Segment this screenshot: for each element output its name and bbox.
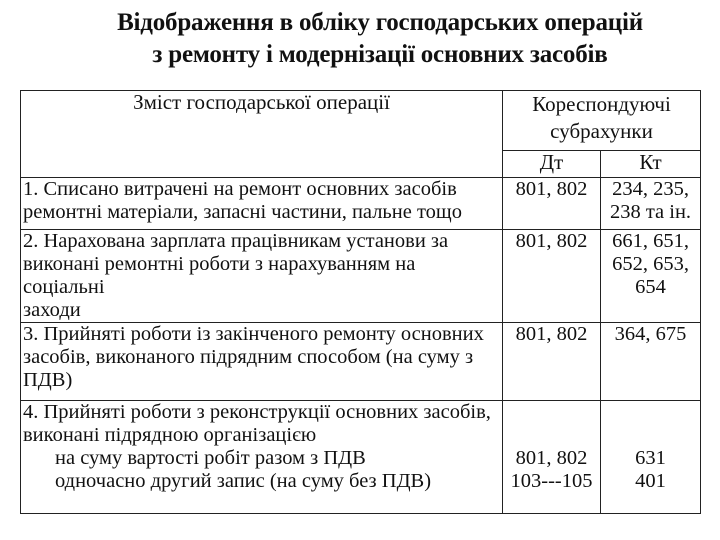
header-content: Зміст господарської операції <box>21 91 503 178</box>
description-line: засобів, виконаного підрядним способом (на суму з <box>23 346 474 368</box>
header-kt: Кт <box>601 151 701 178</box>
kt-value: 631 <box>635 447 666 469</box>
kt-value: 364, 675 <box>614 323 687 345</box>
row-description <box>21 401 503 514</box>
title-line-1: Відображення в обліку господарських операцій <box>117 9 643 36</box>
description-line: заходи <box>23 299 81 321</box>
description-line: 2. Нарахована зарплата працівникам установи за <box>23 230 449 252</box>
description-line: ремонтні матеріали, запасні частини, пальне тощо <box>23 201 462 223</box>
row-dt <box>503 230 601 323</box>
description-line: виконані підрядною організацією <box>23 424 317 446</box>
row-dt <box>503 323 601 401</box>
operations-table <box>20 90 701 514</box>
row-dt <box>503 178 601 230</box>
dt-value: 801, 802 <box>515 230 588 252</box>
header-corresponding-line-2: субрахунки <box>550 119 653 143</box>
dt-value: 801, 802 <box>515 178 588 200</box>
row-kt <box>601 323 701 401</box>
header-dt: Дт <box>503 151 601 178</box>
row-kt <box>601 401 701 514</box>
row-dt <box>503 401 601 514</box>
description-line: виконані ремонтні роботи з нарахуванням на соціальні <box>23 253 416 298</box>
description-subline: на суму вартості робіт разом з ПДВ <box>55 447 366 469</box>
row-kt <box>601 178 701 230</box>
description-line: ПДВ) <box>23 369 73 391</box>
header-corresponding <box>503 91 701 151</box>
row-description <box>21 230 503 323</box>
kt-value: 238 та ін. <box>609 201 692 223</box>
dt-value: 103---105 <box>510 470 593 492</box>
description-subline: одночасно другий запис (на суму без ПДВ) <box>55 470 432 492</box>
header-row <box>21 91 701 151</box>
row-description <box>21 178 503 230</box>
row-description <box>21 323 503 401</box>
dt-value: 801, 802 <box>515 447 588 469</box>
table-row <box>21 401 701 514</box>
kt-value: 661, 651, <box>612 230 689 252</box>
description-line: 1. Списано витрачені на ремонт основних засобів <box>23 178 457 200</box>
table-row <box>21 323 701 401</box>
kt-value: 654 <box>635 276 666 298</box>
kt-value: 401 <box>635 470 666 492</box>
description-line: 4. Прийняті роботи з реконструкції основних засобів, <box>23 401 491 423</box>
dt-value: 801, 802 <box>515 323 588 345</box>
title-line-2: з ремонту і модернізації основних засобів <box>152 41 608 68</box>
description-line: 3. Прийняті роботи із закінченого ремонту основних <box>23 323 484 345</box>
table-row <box>21 230 701 323</box>
header-corresponding-line-1: Кореспондуючі <box>532 92 671 116</box>
kt-value: 652, 653, <box>612 253 689 275</box>
kt-value: 234, 235, <box>612 178 689 200</box>
table-row <box>21 178 701 230</box>
row-kt <box>601 230 701 323</box>
